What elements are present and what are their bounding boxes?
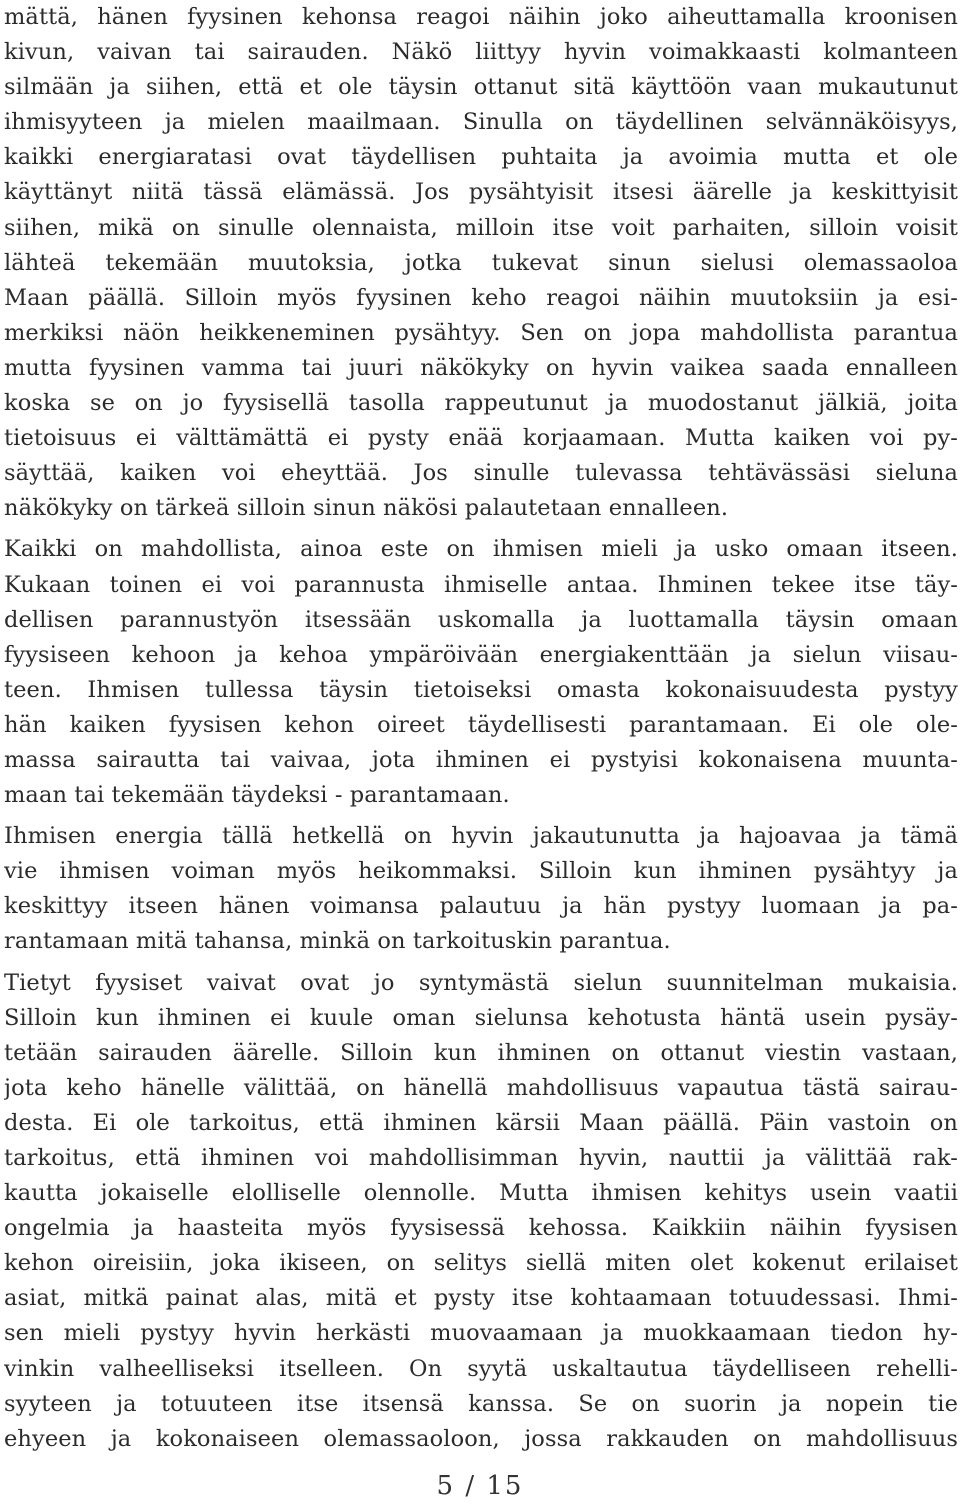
text-line: asiat, mitkä painat alas, mitä et pysty itse kohtaamaan totuudessasi. Ihmi- (4, 1285, 958, 1312)
text-line: silmään ja siihen, että et ole täysin ottanut sitä käyttöön vaan mukautunut (4, 74, 958, 101)
text-line: dellisen parannustyön itsessään uskomalla ja luottamalla täysin omaan (4, 606, 958, 633)
page-number: 5 / 15 (436, 1471, 524, 1501)
text-line: Kukaan toinen ei voi parannusta ihmiselle antaa. Ihminen tekee itse täy- (4, 571, 958, 598)
text-line: keskittyy itseen hänen voimansa palautuu ja hän pystyy luomaan ja pa- (4, 893, 958, 920)
text-line: hän kaiken fyysisen kehon oireet täydellisesti parantamaan. Ei ole ole- (4, 711, 958, 738)
text-line: lähteä tekemään muutoksia, jotka tukevat sinun sielusi olemassaoloa (4, 249, 958, 276)
text-line: tietoisuus ei välttämättä ei pysty enää korjaamaan. Mutta kaiken voi py- (4, 425, 958, 452)
paragraph (4, 966, 958, 1457)
paragraph (4, 0, 958, 526)
text-line: merkiksi näön heikkeneminen pysähtyy. Sen on jopa mahdollista parantua (4, 319, 958, 346)
text-line: mutta fyysinen vamma tai juuri näkökyky on hyvin vaikea saada ennalleen (4, 354, 958, 381)
text-line: säyttää, kaiken voi eheyttää. Jos sinulle tulevassa tehtävässäsi sieluna (4, 460, 958, 487)
text-line: näkökyky on tärkeä silloin sinun näkösi palautetaan ennalleen. (4, 495, 729, 522)
text-line: syyteen ja totuuteen itse itsensä kanssa. Se on suorin ja nopein tie (4, 1390, 958, 1417)
text-line: teen. Ihmisen tullessa täysin tietoiseksi omasta kokonaisuudesta pystyy (4, 676, 958, 703)
text-line: massa sairautta tai vaivaa, jota ihminen ei pystyisi kokonaisena muunta- (4, 746, 958, 773)
text-line: Silloin kun ihminen ei kuule oman sielunsa kehotusta häntä usein pysäy- (4, 1004, 958, 1031)
text-line: tarkoitus, että ihminen voi mahdollisimman hyvin, nauttii ja välittää rak- (4, 1145, 958, 1171)
text-line: kivun, vaivan tai sairauden. Näkö liittyy hyvin voimakkaasti kolmanteen (4, 39, 958, 66)
text-line: kautta jokaiselle elolliselle olennolle. Mutta ihmisen kehitys usein vaatii (4, 1180, 958, 1207)
text-line: Maan päällä. Silloin myös fyysinen keho reagoi näihin muutoksiin ja esi- (4, 284, 958, 311)
text-line: Ihmisen energia tällä hetkellä on hyvin jakautunutta ja hajoavaa ja tämä (4, 823, 958, 850)
text-line: kaikki energiaratasi ovat täydellisen puhtaita ja avoimia mutta et ole (4, 144, 958, 171)
text-line: vinkin valheelliseksi itselleen. On syytä uskaltautua täydelliseen rehelli- (4, 1355, 958, 1382)
text-line: fyysiseen kehoon ja kehoa ympäröivään energiakenttään ja sielun viisau- (4, 641, 958, 668)
text-line: maan tai tekemään täydeksi - parantamaan. (4, 782, 510, 809)
body-text (4, 0, 958, 1457)
text-line: desta. Ei ole tarkoitus, että ihminen kärsii Maan päällä. Päin vastoin on (4, 1109, 958, 1136)
text-line: rantamaan mitä tahansa, minkä on tarkoituskin parantua. (4, 928, 671, 955)
text-line: ongelmia ja haasteita myös fyysisessä kehossa. Kaikkiin näihin fyysisen (4, 1215, 958, 1242)
paragraph (4, 819, 958, 959)
text-line: mättä, hänen fyysinen kehonsa reagoi näihin joko aiheuttamalla kroonisen (4, 4, 958, 30)
text-line: siihen, mikä on sinulle olennaista, milloin itse voit parhaiten, silloin voisit (4, 214, 958, 241)
text-line: sen mieli pystyy hyvin herkästi muovaamaan ja muokkaamaan tiedon hy- (4, 1320, 958, 1347)
text-line: vie ihmisen voiman myös heikommaksi. Silloin kun ihminen pysähtyy ja (4, 858, 958, 885)
text-line: jota keho hänelle välittää, on hänellä mahdollisuus vapautua tästä sairau- (4, 1074, 958, 1101)
text-line: kehon oireisiin, joka ikiseen, on selitys siellä miten olet kokenut erilaiset (4, 1250, 958, 1277)
text-line: koska se on jo fyysisellä tasolla rappeutunut ja muodostanut jälkiä, joita (4, 390, 958, 417)
text-line: ihmisyyteen ja mielen maailmaan. Sinulla on täydellinen selvännäköisyys, (4, 109, 958, 136)
paragraph (4, 532, 958, 813)
text-line: tetään sairauden äärelle. Silloin kun ihminen on ottanut viestin vastaan, (4, 1039, 958, 1066)
text-line: Kaikki on mahdollista, ainoa este on ihmisen mieli ja usko omaan itseen. (4, 536, 958, 563)
text-line: käyttänyt niitä tässä elämässä. Jos pysähtyisit itsesi äärelle ja keskittyisit (4, 179, 958, 206)
text-line: Tietyt fyysiset vaivat ovat jo syntymästä sielun suunnitelman mukaisia. (4, 969, 958, 996)
text-line: ehyeen ja kokonaiseen olemassaoloon, jossa rakkauden on mahdollisuus (4, 1425, 958, 1452)
